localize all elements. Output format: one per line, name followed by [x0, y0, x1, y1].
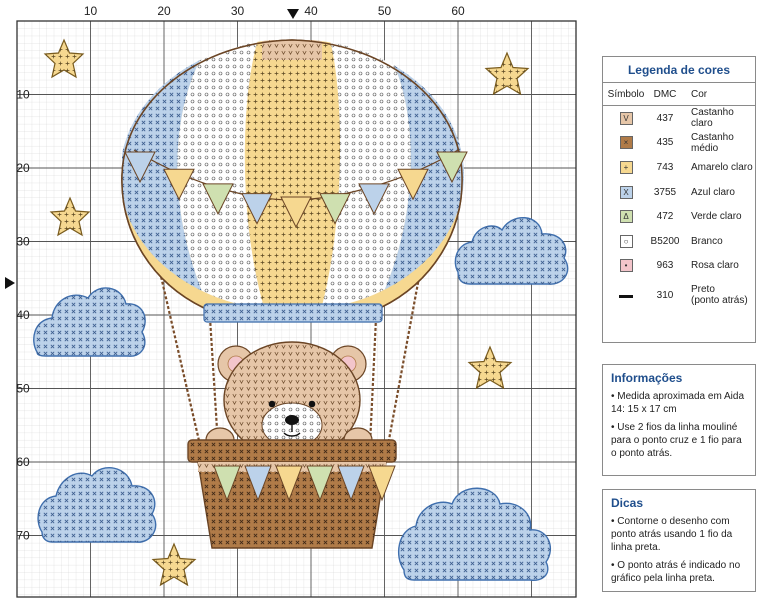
legend-color-name: Castanho claro: [691, 107, 734, 130]
legend-dmc-code: 310: [656, 289, 674, 301]
legend-color-name: Branco: [691, 235, 723, 247]
info-panel: [602, 364, 756, 476]
legend-header-color: Cor: [691, 88, 708, 100]
color-swatch: ○: [620, 235, 633, 248]
info-title: Informações: [611, 371, 683, 385]
legend-dmc-code: B5200: [650, 235, 680, 247]
y-axis-label: 10: [16, 87, 30, 102]
legend-color-name: Castanho médio: [691, 131, 734, 154]
legend-symbol: [603, 235, 649, 248]
y-axis-label: 50: [16, 381, 30, 396]
legend-symbol: [603, 186, 649, 199]
legend-color-name: Rosa claro: [691, 260, 739, 272]
x-axis-label: 10: [83, 4, 98, 18]
color-swatch: V: [620, 112, 633, 125]
x-axis-label: 30: [230, 4, 245, 18]
balloon-basket: [188, 440, 396, 548]
color-swatch: X: [620, 186, 633, 199]
legend-color-name: Azul claro: [691, 186, 735, 198]
y-axis-label: 60: [16, 455, 30, 469]
legend-symbol: [603, 112, 649, 125]
legend-dmc-code: 435: [656, 137, 674, 149]
legend-header-symbol: Símbolo: [607, 88, 645, 100]
hot-air-balloon: [122, 40, 470, 322]
x-axis-labels: [84, 4, 465, 18]
y-axis-label: 30: [16, 234, 30, 249]
legend-dmc-code: 437: [656, 112, 674, 124]
legend-row: [603, 155, 755, 180]
legend-color-name: Amarelo claro: [691, 161, 753, 173]
y-axis-label: 70: [16, 528, 30, 543]
legend-row: [603, 278, 755, 312]
tips-item: • O ponto atrás é indicado no gráfico pela linha preta.: [611, 560, 741, 584]
legend-header-row: [603, 83, 755, 106]
legend-symbol: [603, 290, 649, 301]
x-axis-label: 40: [304, 4, 318, 18]
info-item: • Medida aproximada em Aida 14: 15 x 17 cm: [611, 391, 745, 415]
legend-row: [603, 229, 755, 254]
legend-row: [603, 131, 755, 156]
x-axis-label: 20: [157, 4, 171, 18]
legend-dmc-code: 963: [656, 260, 674, 272]
tips-panel: [602, 489, 756, 592]
color-swatch: Δ: [620, 210, 633, 223]
legend-color-name: Preto (ponto atrás): [691, 284, 748, 307]
color-legend-panel: [602, 56, 756, 343]
legend-row: [603, 254, 755, 279]
legend-dmc-code: 3755: [653, 186, 677, 198]
info-item: • Use 2 fios da linha mouliné para o ponto cruz e 1 fio para o ponto atrás.: [611, 422, 742, 459]
color-swatch: •: [620, 259, 633, 272]
legend-row: [603, 204, 755, 229]
legend-header-dmc: DMC: [653, 88, 677, 100]
tips-item: • Contorne o desenho com ponto atrás usando 1 fio da linha preta.: [611, 516, 733, 553]
top-center-arrow: [287, 9, 299, 19]
x-axis-label: 60: [451, 4, 465, 18]
legend-symbol: [603, 259, 649, 272]
legend-title: Legenda de cores: [603, 57, 755, 83]
legend-dmc-code: 743: [656, 161, 674, 173]
legend-dmc-code: 472: [656, 211, 674, 223]
y-axis-label: 40: [16, 308, 30, 322]
legend-row: [603, 180, 755, 205]
y-axis-label: 20: [16, 161, 30, 175]
legend-symbol: [603, 210, 649, 223]
backstitch-line-swatch: [619, 295, 633, 298]
left-center-arrow: [5, 277, 15, 289]
legend-rows: [603, 106, 755, 312]
x-axis-label: 50: [377, 4, 392, 18]
color-swatch: +: [620, 161, 633, 174]
color-swatch: ×: [620, 136, 633, 149]
legend-symbol: [603, 136, 649, 149]
tips-title: Dicas: [611, 496, 644, 510]
legend-symbol: [603, 161, 649, 174]
legend-row: [603, 106, 755, 131]
legend-color-name: Verde claro: [691, 211, 742, 223]
